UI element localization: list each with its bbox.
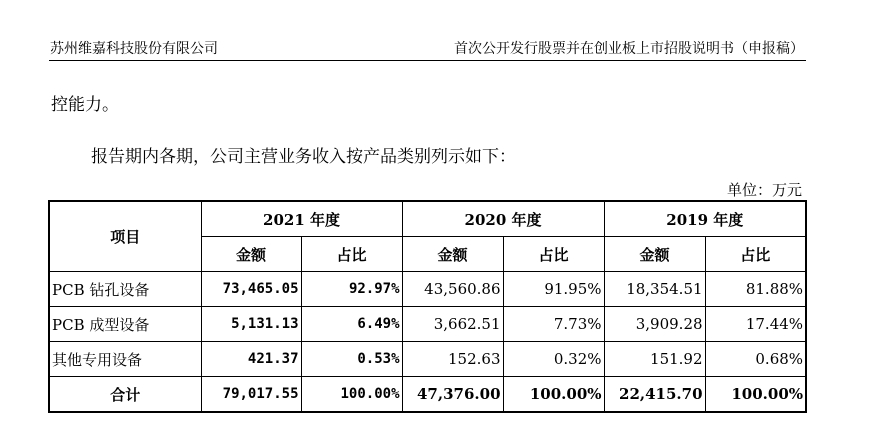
cell-ratio-2020: 100.00% [503,377,604,413]
amount-header: 金额 [201,237,301,272]
total-label: 合计 [49,377,201,413]
cell-amount-2020: 43,560.86 [402,272,503,307]
year-header-2020: 2020 年度 [402,201,604,237]
item-header: 项目 [49,201,201,272]
cell-ratio-2021: 0.53% [301,342,402,377]
cell-amount-2020: 152.63 [402,342,503,377]
cell-ratio-2021: 92.97% [301,272,402,307]
row-label: 其他专用设备 [49,342,201,377]
table-header-row [49,201,806,237]
table-row [49,307,806,342]
row-label: PCB 钻孔设备 [49,272,201,307]
table-total-row [49,377,806,413]
cell-ratio-2019: 81.88% [705,272,806,307]
header-divider [49,60,806,61]
cell-ratio-2020: 0.32% [503,342,604,377]
amount-header: 金额 [604,237,705,272]
revenue-by-product-table [48,200,807,413]
ratio-header: 占比 [503,237,604,272]
paragraph-intro: 报告期内各期，公司主营业务收入按产品类别列示如下： [91,147,516,167]
cell-ratio-2021: 100.00% [301,377,402,413]
ratio-header: 占比 [705,237,806,272]
year-header-2019: 2019 年度 [604,201,806,237]
cell-amount-2020: 3,662.51 [402,307,503,342]
cell-ratio-2021: 6.49% [301,307,402,342]
table-row [49,342,806,377]
row-label: PCB 成型设备 [49,307,201,342]
paragraph-continuation: 控能力。 [51,95,119,115]
cell-ratio-2019: 0.68% [705,342,806,377]
unit-label: 单位：万元 [726,181,802,199]
cell-ratio-2020: 91.95% [503,272,604,307]
cell-amount-2019: 3,909.28 [604,307,705,342]
company-name: 苏州维嘉科技股份有限公司 [50,41,218,57]
cell-ratio-2019: 100.00% [705,377,806,413]
table-row [49,272,806,307]
cell-ratio-2020: 7.73% [503,307,604,342]
cell-ratio-2019: 17.44% [705,307,806,342]
amount-header: 金额 [402,237,503,272]
cell-amount-2021: 5,131.13 [201,307,301,342]
ratio-header: 占比 [301,237,402,272]
cell-amount-2021: 421.37 [201,342,301,377]
cell-amount-2019: 151.92 [604,342,705,377]
cell-amount-2020: 47,376.00 [402,377,503,413]
cell-amount-2019: 22,415.70 [604,377,705,413]
cell-amount-2019: 18,354.51 [604,272,705,307]
cell-amount-2021: 73,465.05 [201,272,301,307]
year-header-2021: 2021 年度 [201,201,402,237]
cell-amount-2021: 79,017.55 [201,377,301,413]
document-title: 首次公开发行股票并在创业板上市招股说明书（申报稿） [454,41,804,57]
